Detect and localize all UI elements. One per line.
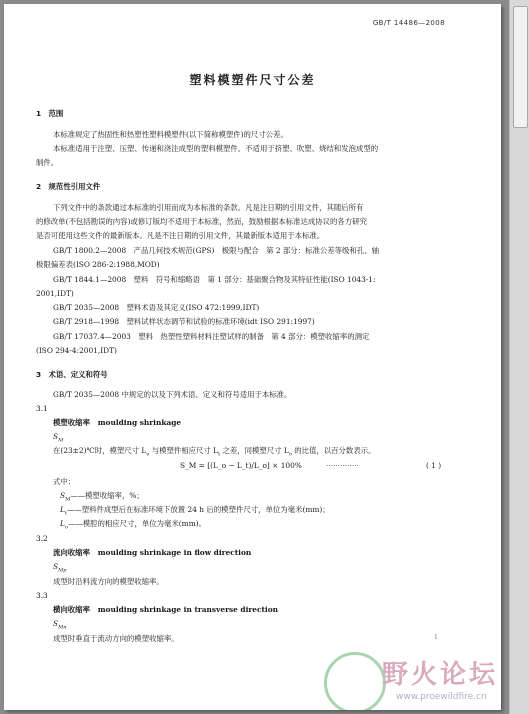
reference-entry: GB/T 17037.4—2003 塑料 热塑性塑料材料注塑试样的制备 第 4 部分：模塑收缩率的测定: [53, 332, 370, 341]
section-2-intro-line: 的修改单(不包括勘误的内容)或修订版均不适用于本标准，然而，鼓励根据本标准达成协议的各方研究: [36, 217, 367, 226]
definition-number: 3.2: [36, 534, 48, 543]
term-en: moulding shrinkage in flow direction: [97, 548, 252, 557]
watermark-logo-icon: [324, 652, 386, 710]
term-zh: 横向收缩率: [53, 605, 90, 614]
definition-symbol: $S_{Mp}$: [53, 562, 67, 574]
section-1-heading: 1 范围: [36, 109, 64, 118]
section-2-intro-line: 下列文件中的条款通过本标准的引用而成为本标准的条款。凡是注日期的引用文件，其随后所有: [53, 203, 364, 212]
term-zh: 流向收缩率: [53, 548, 90, 557]
term-en: moulding shrinkage in transverse direction: [97, 605, 278, 614]
definition-number: 3.1: [36, 404, 48, 413]
scrollbar-thumb[interactable]: [513, 6, 528, 128]
forum-watermark: [322, 646, 501, 710]
section-1-line: 制件。: [36, 158, 59, 167]
variable-definition: $L_o——$模腔的相应尺寸，单位为毫米(mm)。: [60, 519, 206, 531]
variable-definition: $L_t——$塑料件成型后在标准环境下放置 24 h 后的模塑件尺寸，单位为毫米(mm)；: [60, 505, 330, 517]
reference-entry: GB/T 2035—2008 塑料术语及其定义(ISO 472:1999,IDT): [53, 303, 260, 312]
document-title: 塑料模塑件尺寸公差: [189, 73, 316, 87]
definition-term: [53, 547, 251, 558]
definition-description: 成型时沿料流方向的模塑收缩率。: [53, 577, 164, 586]
section-3-intro: GB/T 2035—2008 中规定的以及下列术语、定义和符号适用于本标准。: [53, 390, 292, 399]
reference-entry: 极限偏差表(ISO 286-2:1988,MOD): [36, 260, 160, 269]
where-label: 式中：: [53, 477, 76, 486]
definition-term: [53, 417, 181, 428]
section-1-line: 本标准规定了热固性和热塑性塑料模塑件(以下简称模塑件)的尺寸公差。: [53, 130, 288, 139]
formula-number: ( 1 ): [426, 461, 442, 470]
vertical-scrollbar[interactable]: [509, 0, 529, 714]
formula-expression: S_M = [(L_o − L_t)/L_o] × 100%: [180, 461, 302, 470]
section-3-heading: 3 术语、定义和符号: [36, 370, 108, 379]
reference-entry: GB/T 2918—1998 塑料试样状态调节和试验的标准环境(idt ISO 291:1997): [53, 317, 315, 326]
section-2-heading: 2 规范性引用文件: [36, 182, 101, 191]
definition-symbol: $S_{Mn}$: [53, 619, 67, 631]
section-2-intro-line: 是否可使用这些文件的最新版本。凡是不注日期的引用文件，其最新版本适用于本标准。: [36, 231, 325, 240]
page-number: 1: [434, 634, 438, 641]
definition-term: [53, 604, 278, 615]
definition-symbol: $S_M$: [53, 432, 64, 444]
standard-number: GB/T 14486—2008: [372, 19, 445, 27]
watermark-title: 野火论坛: [382, 660, 499, 690]
section-1-line: 本标准适用于注塑、压塑、传递和浇注成型的塑料模塑件。不适用于挤塑、吹塑、烧结和发泡成型的: [53, 144, 379, 153]
term-zh: 模塑收缩率: [53, 418, 90, 427]
variable-definition: $S_M——$模塑收缩率，%；: [60, 491, 144, 503]
document-page: [4, 4, 501, 710]
term-en: moulding shrinkage: [97, 418, 182, 427]
definition-number: 3.3: [36, 591, 48, 600]
reference-entry: (ISO 294-4:2001,IDT): [36, 346, 117, 355]
definition-description: 在(23±2)℃时，模塑尺寸 $L_o$ 与模塑件相应尺寸 $L_t$ 之差，同模塑尺寸 $L_o$ 的比值，以百分数表示。: [53, 446, 376, 458]
formula-leader: ··············: [326, 461, 359, 470]
formula: [180, 461, 302, 470]
reference-entry: GB/T 1844.1—2008 塑料 符号和缩略语 第 1 部分：基础聚合物及其特征性能(ISO 1043-1:: [53, 275, 376, 284]
reference-entry: GB/T 1800.2—2008 产品几何技术规范(GPS) 极限与配合 第 2 部分：标准公差等级和孔、轴: [53, 246, 379, 255]
definition-description: 成型时垂直于流动方向的模塑收缩率。: [53, 634, 179, 643]
reference-entry: 2001,IDT): [36, 289, 74, 298]
watermark-url: www.proewildfire.cn: [396, 692, 487, 702]
